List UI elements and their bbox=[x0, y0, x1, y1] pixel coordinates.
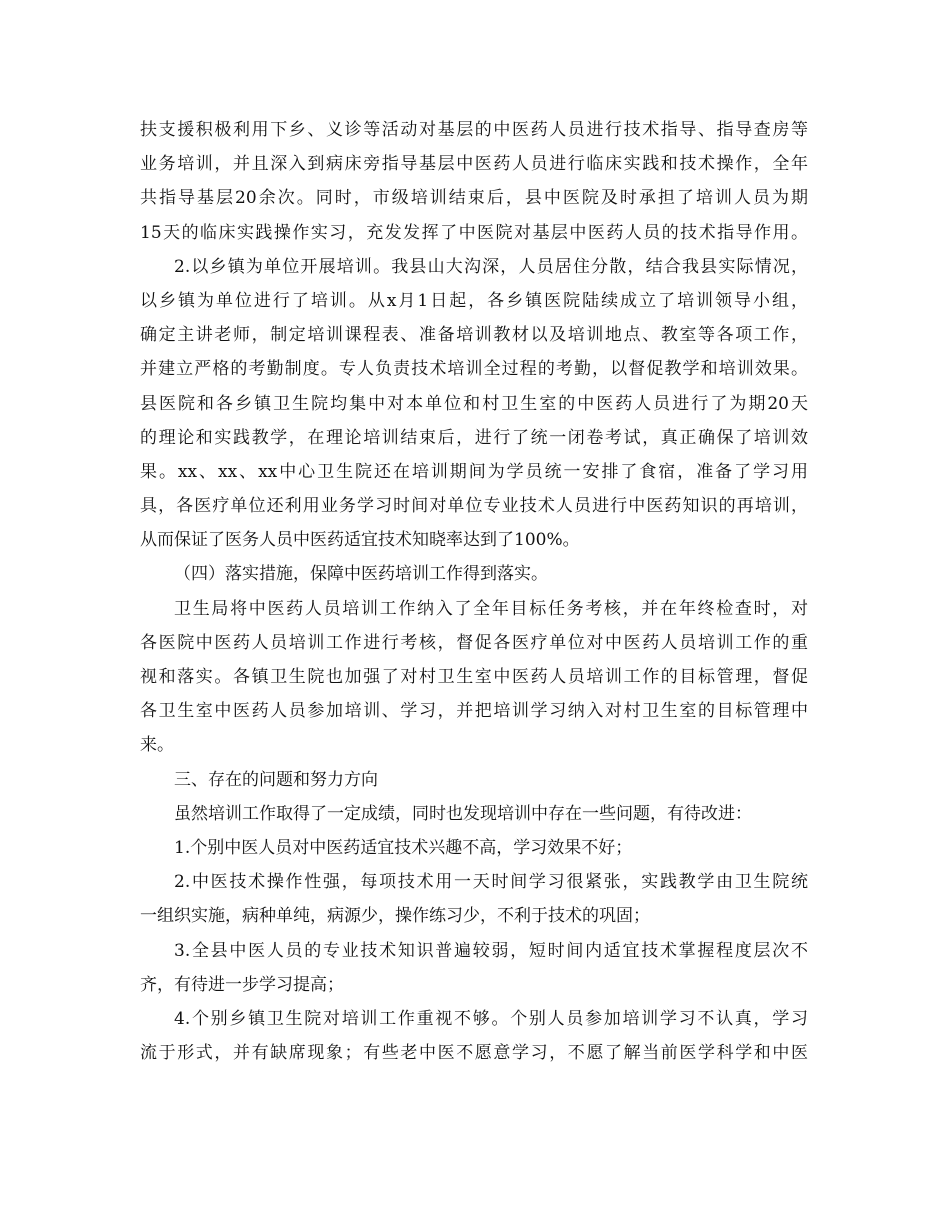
list-item: 2.中医技术操作性强，每项技术用一天时间学习很紧张，实践教学由卫生院统 bbox=[174, 872, 808, 893]
paragraph-line: 2.以乡镇为单位开展培训。我县山大沟深，人员居住分散，结合我县实际情况， bbox=[174, 256, 808, 277]
list-item: 1.个别中医人员对中医药适宜技术兴趣不高，学习效果不好； bbox=[174, 837, 633, 858]
paragraph-line: 各医院中医药人员培训工作进行考核，督促各医疗单位对中医药人员培训工作的重 bbox=[140, 632, 808, 653]
paragraph-line: 县医院和各乡镇卫生院均集中对本单位和村卫生室的中医药人员进行了为期20天 bbox=[140, 393, 808, 414]
paragraph-line: 共指导基层20余次。同时，市级培训结束后，县中医院及时承担了培训人员为期 bbox=[140, 188, 808, 209]
list-item: 3.全县中医人员的专业技术知识普遍较弱，短时间内适宜技术掌握程度层次不 bbox=[174, 940, 808, 961]
list-item-continuation: 一组织实施，病种单纯，病源少，操作练习少，不利于技术的巩固； bbox=[140, 906, 650, 927]
paragraph-line: 以乡镇为单位进行了培训。从x月1日起，各乡镇医院陆续成立了培训领导小组， bbox=[140, 290, 808, 311]
paragraph-line: 各卫生室中医药人员参加培训、学习，并把培训学习纳入对村卫生室的目标管理中 bbox=[140, 701, 808, 722]
paragraph-line: 的理论和实践教学，在理论培训结束后，进行了统一闭卷考试，真正确保了培训效 bbox=[140, 427, 808, 448]
paragraph-line: 虽然培训工作取得了一定成绩，同时也发现培训中存在一些问题，有待改进： bbox=[174, 803, 752, 824]
paragraph-line: 来。 bbox=[140, 735, 174, 756]
paragraph-line: 并建立严格的考勤制度。专人负责技术培训全过程的考勤，以督促教学和培训效果。 bbox=[140, 359, 808, 380]
paragraph-line: 业务培训，并且深入到病床旁指导基层中医药人员进行临床实践和技术操作，全年 bbox=[140, 154, 808, 175]
list-item: 4.个别乡镇卫生院对培训工作重视不够。个别人员参加培训学习不认真，学习 bbox=[174, 1008, 808, 1029]
section-heading: （四）落实措施，保障中医药培训工作得到落实。 bbox=[174, 564, 548, 585]
list-item-continuation: 齐，有待进一步学习提高； bbox=[140, 974, 344, 995]
paragraph-line: 果。xx、xx、xx中心卫生院还在培训期间为学员统一安排了食宿，准备了学习用 bbox=[140, 461, 808, 482]
paragraph-line: 从而保证了医务人员中医药适宜技术知晓率达到了100%。 bbox=[140, 530, 580, 551]
paragraph-line: 视和落实。各镇卫生院也加强了对村卫生室中医药人员培训工作的目标管理，督促 bbox=[140, 667, 808, 687]
paragraph-line: 具，各医疗单位还利用业务学习时间对单位专业技术人员进行中医药知识的再培训， bbox=[140, 496, 808, 517]
document-body bbox=[140, 113, 808, 1070]
list-item-continuation: 流于形式，并有缺席现象；有些老中医不愿意学习，不愿了解当前医学科学和中医 bbox=[140, 1043, 808, 1064]
paragraph-line: 确定主讲老师，制定培训课程表、准备培训教材以及培训地点、教室等各项工作， bbox=[140, 325, 808, 346]
paragraph-line: 扶支援积极利用下乡、义诊等活动对基层的中医药人员进行技术指导、指导查房等 bbox=[140, 120, 808, 140]
paragraph-line: 15天的临床实践操作实习，充发发挥了中医院对基层中医药人员的技术指导作用。 bbox=[140, 222, 808, 243]
section-heading: 三、存在的问题和努力方向 bbox=[174, 769, 378, 790]
paragraph-line: 卫生局将中医药人员培训工作纳入了全年目标任务考核，并在年终检查时，对 bbox=[174, 598, 808, 619]
